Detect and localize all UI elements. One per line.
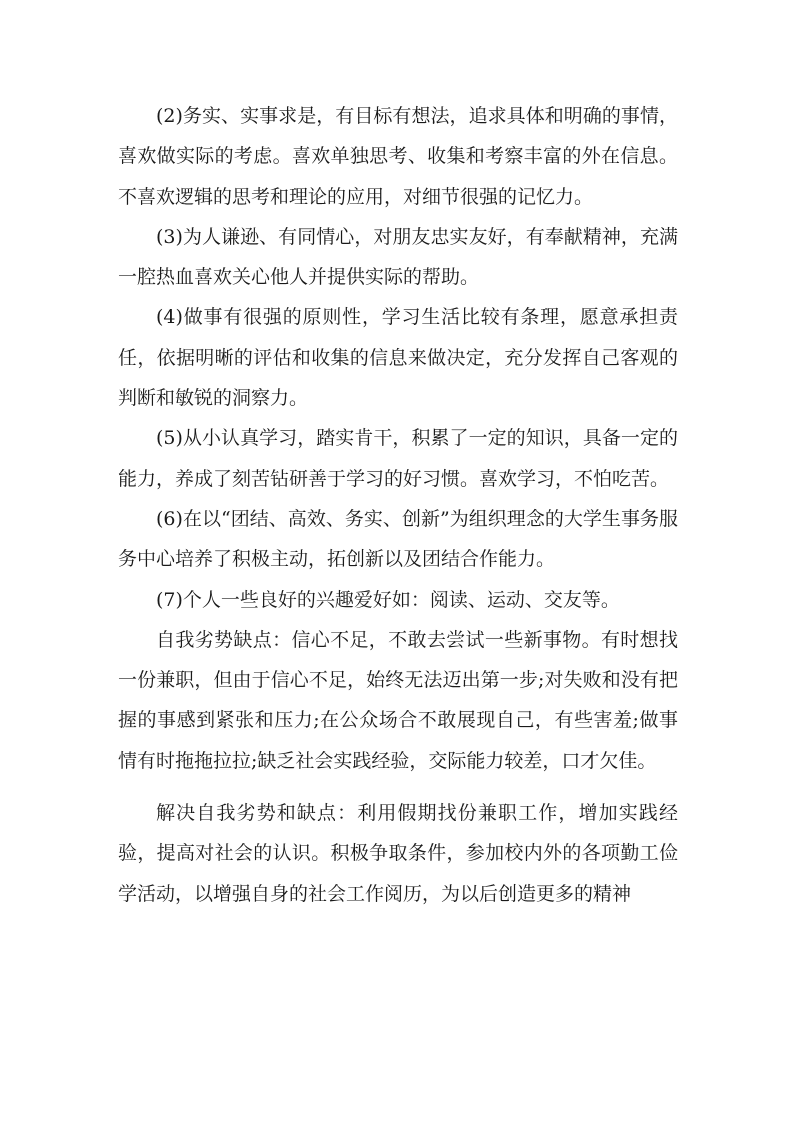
document-body xyxy=(118,96,678,914)
paragraph-item-3: (3)为人谦逊、有同情心，对朋友忠实友好，有奉献精神，充满一腔热血喜欢关心他人并提供实际的帮助。 xyxy=(118,225,678,289)
paragraph-item-7: (7)个人一些良好的兴趣爱好如：阅读、运动、交友等。 xyxy=(156,588,620,611)
paragraph-item-5: (5)从小认真学习，踏实肯干，积累了一定的知识，具备一定的能力，养成了刻苦钻研善于学习的好习惯。喜欢学习，不怕吃苦。 xyxy=(118,427,678,490)
paragraph-item-2: (2)务实、实事求是，有目标有想法，追求具体和明确的事情，喜欢做实际的考虑。喜欢单独思考、收集和考察丰富的外在信息。不喜欢逻辑的思考和理论的应用，对细节很强的记忆力。 xyxy=(118,105,678,208)
paragraph-solutions: 解决自我劣势和缺点：利用假期找份兼职工作，增加实践经验，提高对社会的认识。积极争取条件，参加校内外的各项勤工俭学活动，以增强自身的社会工作阅历，为以后创造更多的精神 xyxy=(118,802,678,905)
paragraph-item-4: (4)做事有很强的原则性，学习生活比较有条理，愿意承担责任，依据明晰的评估和收集的信息来做决定，充分发挥自己客观的判断和敏锐的洞察力。 xyxy=(118,306,678,410)
paragraph-item-6: (6)在以“团结、高效、务实、创新”为组织理念的大学生事务服务中心培养了积极主动，拓创新以及团结合作能力。 xyxy=(118,507,678,571)
paragraph-weaknesses: 自我劣势缺点：信心不足，不敢去尝试一些新事物。有时想找一份兼职，但由于信心不足，始终无法迈出第一步;对失败和没有把握的事感到紧张和压力;在公众场合不敢展现自己，有些害羞;做事情有时拖拖拉拉;缺乏社会实践经验，交际能力较差，口才欠佳。 xyxy=(118,628,678,772)
